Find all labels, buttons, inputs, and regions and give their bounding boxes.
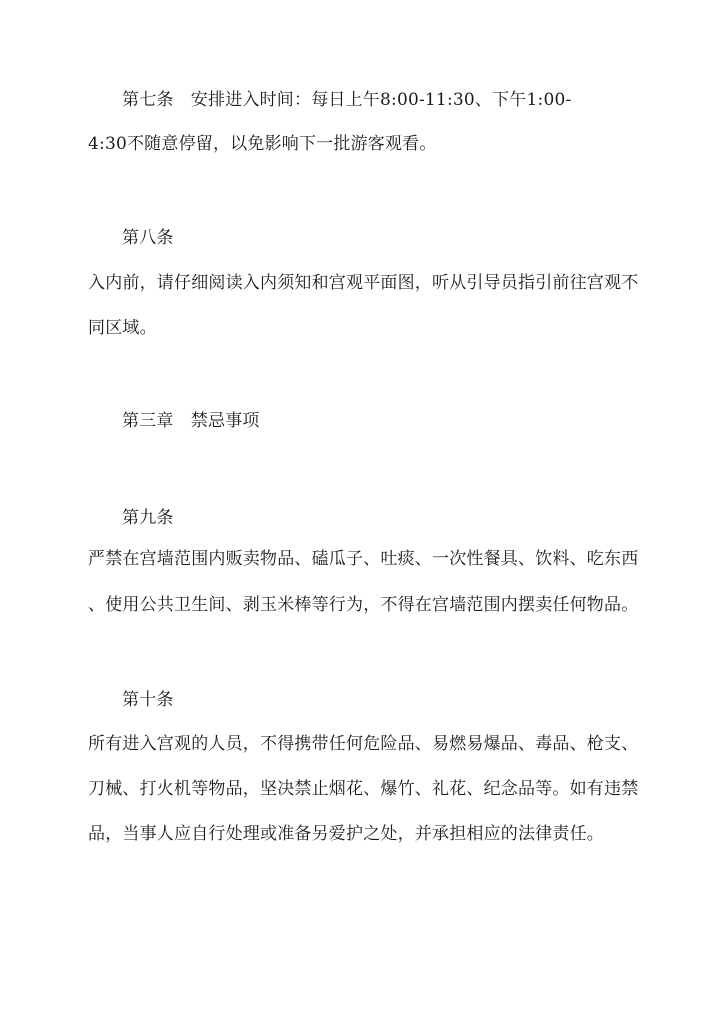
article-7-line-2: 4:30不随意停留，以免影响下一批游客观看。	[88, 134, 437, 154]
article-10-line-3: 品，当事人应自行处理或准备另爱护之处，并承担相应的法律责任。	[88, 824, 604, 844]
article-9-heading: 第九条	[122, 508, 174, 528]
article-8-line-2: 同区域。	[88, 318, 157, 338]
chapter-3-heading: 第三章 禁忌事项	[122, 411, 260, 431]
article-9-line-1: 严禁在宫墙范围内贩卖物品、磕瓜子、吐痰、一次性餐具、饮料、吃东西	[88, 549, 639, 569]
article-7-line-1: 第七条 安排进入时间：每日上午8:00-11:30、下午1:00-	[122, 90, 572, 110]
article-10-heading: 第十条	[122, 690, 174, 710]
article-9-line-2: 、使用公共卫生间、剥玉米棒等行为，不得在宫墙范围内摆卖任何物品。	[88, 595, 639, 615]
article-10-line-1: 所有进入宫观的人员，不得携带任何危险品、易燃易爆品、毒品、枪支、	[88, 734, 639, 754]
article-8-line-1: 入内前，请仔细阅读入内须知和宫观平面图，听从引导员指引前往宫观不	[88, 273, 639, 293]
article-10-line-2: 刀械、打火机等物品，坚决禁止烟花、爆竹、礼花、纪念品等。如有违禁	[88, 779, 639, 799]
article-8-heading: 第八条	[122, 228, 174, 248]
